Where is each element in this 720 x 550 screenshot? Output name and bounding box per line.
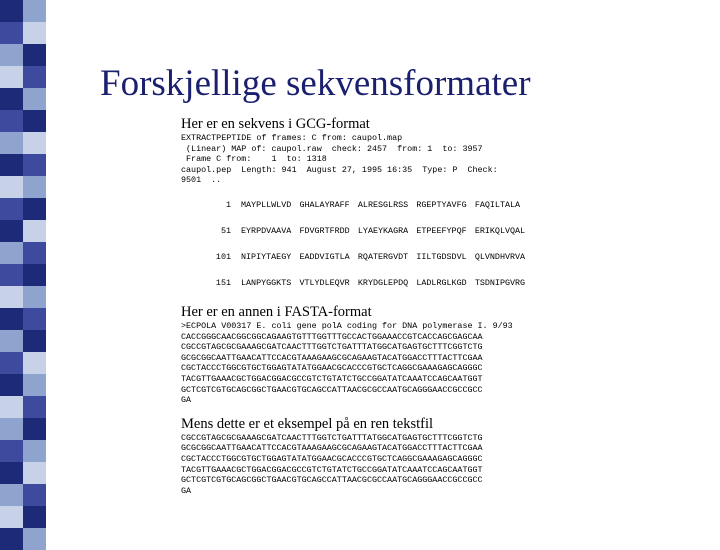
text-sequence: CGCCGTAGCGCGAAAGCGATCAACTTTGGTCTGATTTATGGCATGAGTGCTTTCGGTCTG GCGCGGCAATTGAACATTCCACGTAAAGAAGCGCAGAAGTACATGGACCTTTACTTCGAA CGCTACCCTGGCGTGCTGGAGTATATGGAACGCACCCGTGCTCAGGCGAAAGAGCAGGGC TACGTTGAAACGCTGGACGGACGCCGTCTGTATCTGCCGGATATCAAATCCAGCAATGGT GCTCGTCGTGCAGCGGCTGAACGTGCAGCCATTAACGCGCCAATGCAGGGAACCGCCGCC GA: [181, 432, 483, 496]
gcg-sequence-block: ETPEEFYPQF: [416, 225, 467, 236]
gcg-sequence-block: TSDNIPGVRG: [474, 277, 526, 288]
sidebar-tile: [0, 176, 23, 198]
sidebar-tile: [23, 506, 46, 528]
sidebar-tile: [23, 198, 46, 220]
fasta-heading: Her er en annen i FASTA-format: [181, 303, 372, 320]
sidebar-tile: [0, 110, 23, 132]
sidebar-tile: [23, 66, 46, 88]
sidebar-tile: [0, 528, 23, 550]
sidebar-tile: [0, 308, 23, 330]
gcg-row-number: 101: [215, 251, 231, 262]
sidebar-tile: [0, 418, 23, 440]
sidebar-tile: [23, 484, 46, 506]
sidebar-tile: [0, 154, 23, 176]
gcg-sequence-block: KRYDGLEPDQ: [357, 277, 409, 288]
sidebar-tile: [0, 286, 23, 308]
sidebar-tile: [0, 352, 23, 374]
gcg-sequence-block: GHALAYRAFF: [299, 199, 350, 210]
gcg-sequence-block: EADDVIGTLA: [299, 251, 350, 262]
sidebar-tile: [23, 110, 46, 132]
sidebar-tile: [23, 528, 46, 550]
sidebar-tile: [0, 220, 23, 242]
gcg-sequence-block: IILTGDSDVL: [416, 251, 467, 262]
sidebar-tile: [0, 506, 23, 528]
sidebar-tile: [0, 396, 23, 418]
gcg-sequence-row: [181, 200, 711, 210]
gcg-sequence-block: NIPIYTAEGY: [241, 251, 292, 262]
gcg-sequence-block: ALRESGLRSS: [357, 199, 409, 210]
gcg-sequence-block: LANPYGGKTS: [241, 277, 292, 288]
text-heading: Mens dette er et eksempel på en ren tekstfil: [181, 415, 434, 432]
sidebar-tile: [0, 462, 23, 484]
sidebar-tile: [0, 484, 23, 506]
gcg-sequence-block: RQATERGVDT: [357, 251, 409, 262]
gcg-sequence-block: FAQILTALA: [474, 199, 521, 210]
gcg-header-lines: EXTRACTPEPTIDE of frames: C from: caupol.map (Linear) MAP of: caupol.raw check: 2457 from: 1 to: 3957 Frame C from: 1 to: 1318 caupol.pep Length: 941 August 27, 1995 16:35 Type: P Check: 9501 ..: [181, 133, 498, 186]
sidebar-tile: [23, 330, 46, 352]
fasta-sequence: >ECPOLA V00317 E. coli gene polA coding for DNA polymerase I. 9/93 CACCGGGCAACGGCGGCAGAAGTGTTTGGTTTGCCACTGGAAACCGTCACCAGCGAGCAA CGCCGTAGCGCGAAAGCGATCAACTTTGGTCTGATTTATGGCATGAGTGCTTTCGGTCTG GCGCGGCAATTGAACATTCCACGTAAAGAAGCGCAGAAGTACATGGACCTTTACTTCGAA CGCTACCCTGGCGTGCTGGAGTATATGGAACGCACCCGTGCTCAGGCGAAAGAGCAGGGC TACGTTGAAACGCTGGACGGACGCCGTCTGTATCTGCCGGATATCAAATCCAGCAATGGT GCTCGTCGTGCAGCGGCTGAACGTGCAGCCATTAACGCGCCAATGCAGGGAACCGCCGCC GA: [181, 320, 513, 406]
sidebar-tile: [0, 440, 23, 462]
sidebar-tile: [0, 264, 23, 286]
sidebar-tile: [23, 308, 46, 330]
gcg-sequence-block: LYAEYKAGRA: [357, 225, 409, 236]
gcg-row-number: 1: [225, 199, 231, 210]
gcg-sequence-block: EYRPDVAAVA: [241, 225, 292, 236]
sidebar-tile: [23, 286, 46, 308]
decorative-sidebar: [0, 0, 46, 540]
sidebar-tile: [0, 44, 23, 66]
gcg-sequence-block: LADLRGLKGD: [416, 277, 467, 288]
sidebar-tile: [23, 352, 46, 374]
gcg-sequence-block: QLVNDHVRVA: [474, 251, 526, 262]
sidebar-tile: [23, 462, 46, 484]
sidebar-tile: [23, 176, 46, 198]
sidebar-tile: [23, 418, 46, 440]
sidebar-tile: [0, 22, 23, 44]
gcg-sequence-block: RGEPTYAVFG: [416, 199, 467, 210]
gcg-sequence-block: VTLYDLEQVR: [299, 277, 350, 288]
sidebar-tile: [23, 0, 46, 22]
gcg-sequence-block: FDVGRTFRDD: [299, 225, 350, 236]
gcg-heading: Her er en sekvens i GCG-format: [181, 116, 370, 132]
sidebar-tile: [0, 198, 23, 220]
sidebar-tile: [23, 264, 46, 286]
sidebar-tile: [23, 396, 46, 418]
gcg-row-number: 51: [220, 225, 231, 236]
gcg-sequence-row: [181, 226, 711, 236]
gcg-sequence-block: ERIKQLVQAL: [474, 225, 526, 236]
sidebar-tile: [0, 242, 23, 264]
gcg-sequence-row: [181, 278, 711, 288]
sidebar-tile: [23, 374, 46, 396]
gcg-sequence-row: [181, 252, 711, 262]
sidebar-tile: [23, 22, 46, 44]
sidebar-tile: [23, 132, 46, 154]
sidebar-tile: [23, 154, 46, 176]
sidebar-tile: [0, 88, 23, 110]
sidebar-tile: [23, 44, 46, 66]
sidebar-tile: [0, 66, 23, 88]
sidebar-tile: [23, 242, 46, 264]
slide-title: Forskjellige sekvensformater: [100, 63, 531, 104]
sidebar-tile: [0, 374, 23, 396]
sidebar-tile: [23, 88, 46, 110]
sidebar-tile: [23, 220, 46, 242]
gcg-sequence-table: [181, 200, 711, 288]
sidebar-tile: [0, 132, 23, 154]
gcg-row-number: 151: [215, 277, 231, 288]
sidebar-tile: [23, 440, 46, 462]
slide-content: [181, 116, 711, 496]
gcg-sequence-block: MAYPLLWLVD: [241, 199, 292, 210]
sidebar-tile: [0, 330, 23, 352]
sidebar-tile: [0, 0, 23, 22]
